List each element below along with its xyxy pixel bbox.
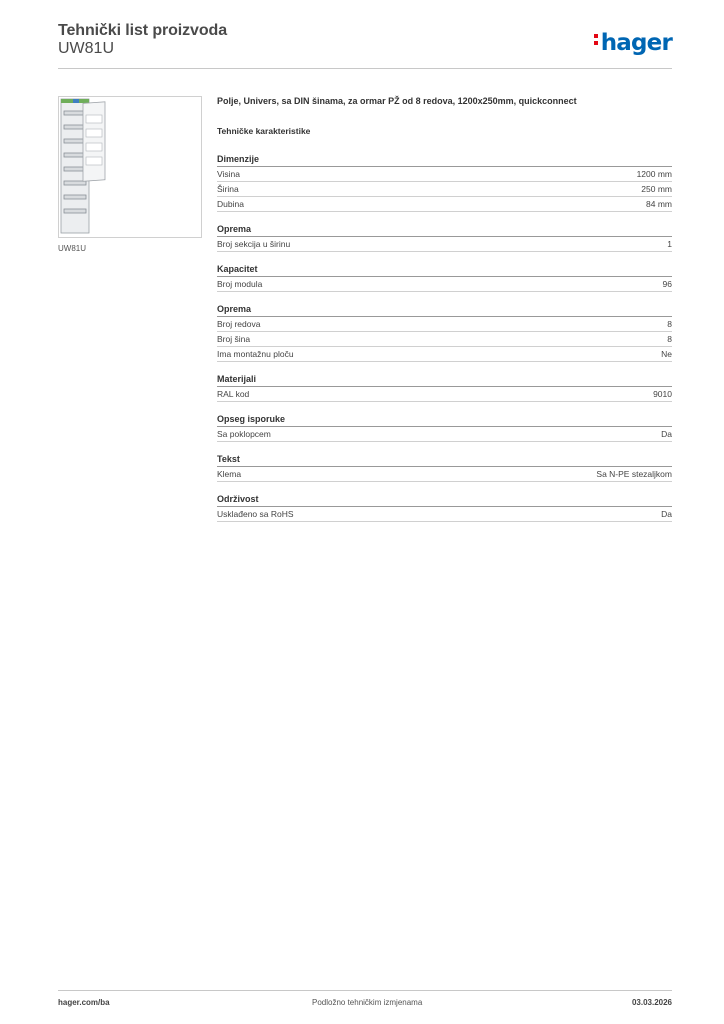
logo-colon-icon [594,31,599,48]
spec-group [217,452,672,482]
spec-row [217,167,672,182]
spec-group-title: Tekst [217,452,672,467]
footer-note: Podložno tehničkim izmjenama [312,998,423,1007]
spec-content [217,96,672,522]
spec-label: Dubina [217,199,244,209]
spec-group [217,412,672,442]
spec-label: Broj modula [217,279,263,289]
footer-divider [58,990,672,991]
spec-group-title: Dimenzije [217,152,672,167]
spec-group-title: Oprema [217,222,672,237]
group-spacer [217,252,672,262]
spec-group-title: Opseg isporuke [217,412,672,427]
group-spacer [217,212,672,222]
spec-row [217,507,672,522]
spec-group [217,152,672,212]
spec-label: Broj redova [217,319,261,329]
group-spacer [217,482,672,492]
spec-group-title: Kapacitet [217,262,672,277]
spec-value: 1200 mm [636,169,672,179]
spec-row [217,182,672,197]
group-spacer [217,442,672,452]
spec-group [217,262,672,292]
spec-label: Širina [217,184,239,194]
spec-group [217,372,672,402]
spec-row [217,427,672,442]
spec-value: 8 [667,319,672,329]
spec-row [217,387,672,402]
group-spacer [217,402,672,412]
spec-group [217,222,672,252]
spec-value: Da [661,429,672,439]
spec-label: Broj šina [217,334,251,344]
footer-website[interactable]: hager.com/ba [58,998,110,1007]
spec-label: Klema [217,469,242,479]
page-header [58,20,672,68]
brand-logo [594,30,672,56]
footer-date: 03.03.2026 [631,998,672,1007]
spec-label: RAL kod [217,389,250,399]
spec-groups [217,152,672,522]
panel-illustration [59,97,201,237]
spec-group [217,492,672,522]
spec-value: 96 [662,279,672,289]
group-spacer [217,362,672,372]
spec-row [217,317,672,332]
logo-text: hager [600,30,672,56]
spec-row [217,277,672,292]
spec-value: Sa N-PE stezaljkom [596,469,672,479]
spec-group-title: Materijali [217,372,672,387]
spec-value: Ne [661,349,672,359]
spec-group-title: Održivost [217,492,672,507]
product-code: UW81U [58,40,115,57]
spec-label: Broj sekcija u širinu [217,239,291,249]
spec-value: 8 [667,334,672,344]
header-divider [58,68,672,69]
spec-value: 84 mm [646,199,672,209]
spec-group [217,302,672,362]
spec-value: 250 mm [641,184,672,194]
image-caption: UW81U [58,244,87,253]
spec-label: Sa poklopcem [217,429,271,439]
spec-group-title: Oprema [217,302,672,317]
spec-row [217,237,672,252]
product-image [58,96,202,238]
spec-value: 1 [667,239,672,249]
spec-row [217,197,672,212]
spec-row [217,347,672,362]
spec-label: Ima montažnu ploču [217,349,294,359]
spec-label: Visina [217,169,240,179]
group-spacer [217,292,672,302]
spec-value: Da [661,509,672,519]
spec-row [217,467,672,482]
spec-row [217,332,672,347]
section-title: Tehničke karakteristike [217,126,311,136]
spec-value: 9010 [653,389,672,399]
product-description: Polje, Univers, sa DIN šinama, za ormar PŽ od 8 redova, 1200x250mm, quickconnect [217,96,577,106]
spec-label: Usklađeno sa RoHS [217,509,294,519]
page-title: Tehnički list proizvoda [58,22,227,39]
